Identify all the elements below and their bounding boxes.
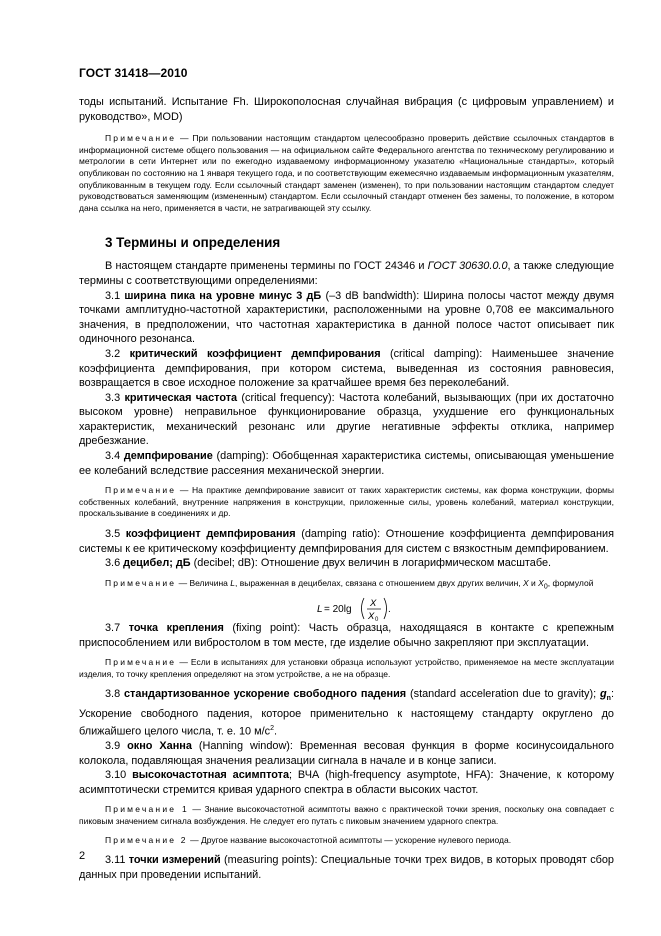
decibel-formula: [79, 593, 614, 624]
term-3-2: 3.2 критический коэффициент демпфирования (critical damping): Наименьшее значение коэффициента демпфирования, при котором система, выведенная из состояния равновесия, возвращается в свое исходное положение за кратчайшее время без переколебаний.: [79, 347, 614, 390]
term-3-1: 3.1 ширина пика на уровне минус 3 дБ (–3 dB bandwidth): Ширина полосы частот между двумя точками амплитудно-частотной характеристики, расположенными на уровне 0,708 ее максимального значения, в предположении, что частотная характеристика в данной полосе частот описывает пик одиночного резонанса.: [79, 289, 614, 346]
term-3-6-note: Примечание — Величина L, выраженная в децибелах, связана с отношением двух других величин, X и $X_0$, формулой: [105, 577, 594, 591]
term-3-7-note: Примечание — Если в испытаниях для установки образца используют устройство, применяемое на месте эксплуатации изделия, то точку крепления определяют на этом устройстве, а не на образце.: [79, 657, 614, 679]
term-3-4: 3.4 демпфирование (damping): Обобщенная характеристика системы, описывающая уменьшение ее колебаний вследствие рассеяния механической энергии.: [79, 450, 614, 477]
formula-right-paren: [384, 598, 387, 619]
term-3-3: 3.3 критическая частота (critical frequency): Частота колебаний, вызывающих (при их достаточно высоком уровне) неправильное функционирование образца, ухудшение его функциональных характеристик, механический резонанс или другие негативные эффекты отклика, например дребезжание.: [79, 391, 614, 448]
term-3-7: 3.7 точка крепления (fixing point): Часть образца, находящаяся в контакте с крепежным приспособлением или вибростолом в том месте, где изделие обычно закрепляют при эксплуатации.: [79, 622, 614, 649]
term-3-9: 3.9 окно Ханна (Hanning window): Временная весовая функция в форме косинусоидального колокола, подавляющая значения реализации сигнала в начале и в конце записи.: [79, 740, 614, 767]
header-doc-id: ГОСТ 31418—2010: [79, 66, 188, 80]
formula-denominator: X: [368, 611, 375, 623]
term-3-5: 3.5 коэффициент демпфирования (damping ratio): Отношение коэффициента демпфирования системы к ее критическому коэффициенту демпфирования для систем с вязкостным демпфированием.: [79, 528, 614, 555]
term-3-8: 3.8 стандартизованное ускорение свободного падения (standard acceleration due to gravity); $g_n$: Ускорение свободного падения, которое применительно к настоящему стандарту округлено до ближайшего целого числа, т. е. 10 $м/с^2$.: [79, 688, 614, 738]
formula-L: L: [317, 604, 323, 616]
term-3-6: 3.6 децибел; дБ (decibel; dB): Отношение двух величин в логарифмическом масштабе.: [105, 557, 552, 570]
page-number: 2: [79, 850, 86, 862]
intro-note: Примечание — При пользовании настоящим стандартом целесообразно проверить действие ссылочных стандартов в информационной системе общего пользования — на официальном сайте Федерального агентства по техническому регулированию и метрологии в сети Интернет или по ежегодно издаваемому информационному указателю «Национальные стандарты», который опубликован по состоянию на 1 января текущего года, и по соответствующим ежемесячно издаваемым информационным указателям, опубликованным в текущем году. Если ссылочный стандарт заменен (изменен), то при пользовании настоящим стандартом следует руководствоваться заменяющим (измененным) стандартом. Если ссылочный стандарт отменен без замены, то положение, в котором дана ссылка на него, применяется в части, не затрагивающей эту ссылку.: [79, 133, 614, 213]
formula-denominator-sub: 0: [375, 617, 379, 624]
term-3-4-note: Примечание — На практике демпфирование зависит от таких характеристик системы, как форма конструкции, формы собственных колебаний, внутренние напряжения в конструкции, приложенные силы, уровень колебаний, материал конструкции, проскальзывание в соединениях и др.: [79, 485, 614, 519]
intro-text: тоды испытаний. Испытание Fh. Широкополосная случайная вибрация (с цифровым управлением) и руководство», MOD): [79, 96, 614, 123]
formula-eq: = 20lg: [324, 604, 352, 616]
section-title: 3 Термины и определения: [105, 235, 281, 251]
term-3-11: 3.11 точки измерений (measuring points): Специальные точки трех видов, в которых проводят сбор данных при проведении испытаний.: [79, 854, 614, 881]
page-body: [79, 95, 614, 882]
term-3-10-note-2: Примечание 2 — Другое название высокочастотной асимптоты — ускорение нулевого периода.: [105, 834, 512, 845]
formula-left-paren: [362, 598, 365, 619]
formula-svg: [79, 593, 614, 623]
section-intro: В настоящем стандарте применены термины по ГОСТ 24346 и ГОСТ 30630.0.0, а также следующие термины с соответствующими определениями:: [79, 260, 615, 287]
term-3-10: 3.10 высокочастотная асимптота; ВЧА (high-frequency asymptote, HFA): Значение, к которому асимптотически стремится кривая ударного спектра в области высоких частот.: [79, 769, 614, 796]
formula-end: .: [388, 604, 391, 616]
term-3-10-note-1: Примечание 1 — Знание высокочастотной асимптоты важно с практической точки зрения, поскольку она совпадает с пиковым значением сигнала возбуждения. Не следует его путать с пиковым значением ударного спектра.: [79, 804, 614, 827]
formula-numerator: X: [370, 598, 377, 610]
